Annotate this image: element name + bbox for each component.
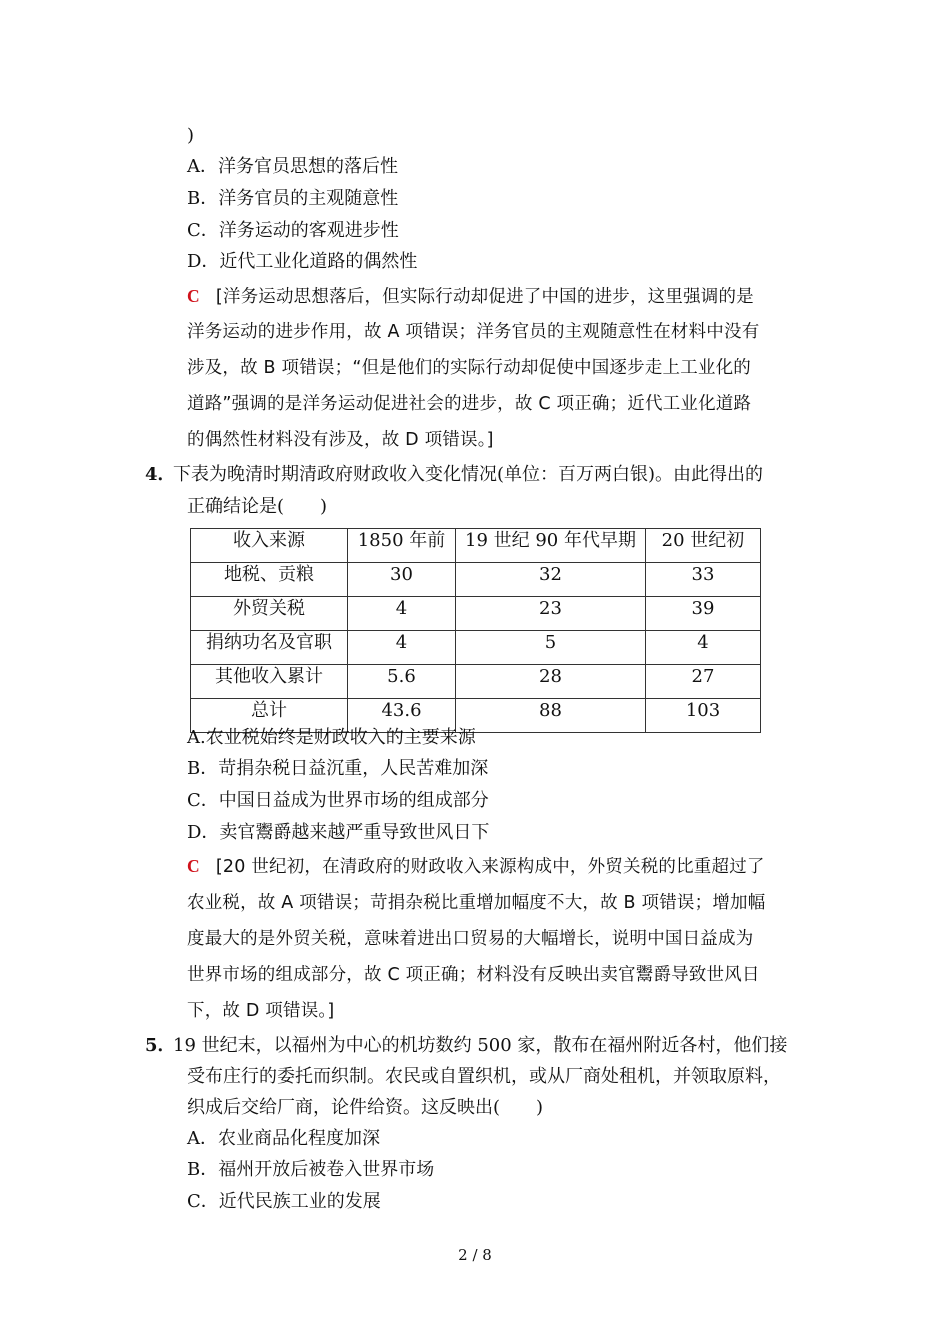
table-cell: 捐纳功名及官职 xyxy=(191,631,348,665)
q5-option-b: B．福州开放后被卷入世界市场 xyxy=(187,1159,435,1180)
table-cell: 103 xyxy=(646,699,761,733)
q5-stem-line: 受布庄行的委托而织制。农民或自置织机，或从厂商处租机，并领取原料， xyxy=(187,1066,781,1087)
q4-explanation-line: 度最大的是外贸关税，意味着进出口贸易的大幅增长，说明中国日益成为 xyxy=(187,929,754,949)
page-number: 2 / 8 xyxy=(458,1246,492,1264)
table-row xyxy=(191,597,761,631)
q5-stem-line: 织成后交给厂商，论件给资。这反映出( ) xyxy=(187,1097,544,1118)
table-cell: 其他收入累计 xyxy=(191,665,348,699)
q4-option-b: B．苛捐杂税日益沉重，人民苦难加深 xyxy=(187,758,489,779)
table-cell: 28 xyxy=(456,665,646,699)
q5-number: 5． xyxy=(145,1035,176,1056)
table-cell: 32 xyxy=(456,563,646,597)
table-header: 19 世纪 90 年代早期 xyxy=(456,529,646,563)
q3-explanation-line: C [洋务运动思想落后，但实际行动却促进了中国的进步，这里强调的是 xyxy=(187,286,754,307)
table-cell: 5 xyxy=(456,631,646,665)
table-row xyxy=(191,665,761,699)
table-cell: 39 xyxy=(646,597,761,631)
table-cell: 30 xyxy=(348,563,456,597)
table-header: 1850 年前 xyxy=(348,529,456,563)
q3-answer: C xyxy=(187,286,200,306)
table-header: 收入来源 xyxy=(191,529,348,563)
q4-answer: C xyxy=(187,856,200,876)
table-cell: 88 xyxy=(456,699,646,733)
table-header: 20 世纪初 xyxy=(646,529,761,563)
q3-stem-tail: ) xyxy=(187,125,195,146)
revenue-table xyxy=(190,528,761,733)
table-cell: 33 xyxy=(646,563,761,597)
table-cell: 外贸关税 xyxy=(191,597,348,631)
q4-explanation-line: C [20 世纪初，在清政府的财政收入来源构成中，外贸关税的比重超过了 xyxy=(187,856,765,877)
table-cell: 4 xyxy=(348,597,456,631)
q3-explanation-line: 涉及，故 B 项错误；“但是他们的实际行动却促使中国逐步走上工业化的 xyxy=(187,358,751,378)
q3-option-c: C．洋务运动的客观进步性 xyxy=(187,220,399,241)
q4-option-a: A.农业税始终是财政收入的主要来源 xyxy=(187,727,476,748)
q3-option-d: D．近代工业化道路的偶然性 xyxy=(187,251,418,272)
table-cell: 43.6 xyxy=(348,699,456,733)
table-cell: 4 xyxy=(646,631,761,665)
table-cell: 4 xyxy=(348,631,456,665)
q4-stem-line: 正确结论是( ) xyxy=(187,496,328,517)
table-row xyxy=(191,563,761,597)
q4-number: 4． xyxy=(145,464,176,485)
q5-stem-line: 19 世纪末，以福州为中心的机坊数约 500 家，散布在福州附近各村，他们接 xyxy=(173,1035,788,1056)
q4-option-c: C．中国日益成为世界市场的组成部分 xyxy=(187,790,489,811)
q5-option-a: A．农业商品化程度加深 xyxy=(187,1128,380,1149)
q3-option-b: B．洋务官员的主观随意性 xyxy=(187,188,399,209)
table-cell: 27 xyxy=(646,665,761,699)
q4-stem-line: 下表为晚清时期清政府财政收入变化情况(单位：百万两白银)。由此得出的 xyxy=(173,464,764,485)
q3-explanation-line: 道路”强调的是洋务运动促进社会的进步，故 C 项正确；近代工业化道路 xyxy=(187,394,752,414)
q4-explanation-line: 农业税，故 A 项错误；苛捐杂税比重增加幅度不大，故 B 项错误；增加幅 xyxy=(187,893,766,913)
table-cell: 23 xyxy=(456,597,646,631)
table-row xyxy=(191,631,761,665)
q3-explanation-line: 的偶然性材料没有涉及，故 D 项错误。] xyxy=(187,430,494,450)
table-cell: 总计 xyxy=(191,699,348,733)
q4-explanation-line: 下，故 D 项错误。] xyxy=(187,1001,335,1021)
q3-option-a: A．洋务官员思想的落后性 xyxy=(187,156,398,177)
q4-option-d: D．卖官鬻爵越来越严重导致世风日下 xyxy=(187,822,490,843)
table-cell: 地税、贡粮 xyxy=(191,563,348,597)
table-cell: 5.6 xyxy=(348,665,456,699)
q3-explanation-line: 洋务运动的进步作用，故 A 项错误；洋务官员的主观随意性在材料中没有 xyxy=(187,322,760,342)
q4-explanation-line: 世界市场的组成部分，故 C 项正确；材料没有反映出卖官鬻爵导致世风日 xyxy=(187,965,760,985)
table-header-row xyxy=(191,529,761,563)
q5-option-c: C．近代民族工业的发展 xyxy=(187,1191,381,1212)
